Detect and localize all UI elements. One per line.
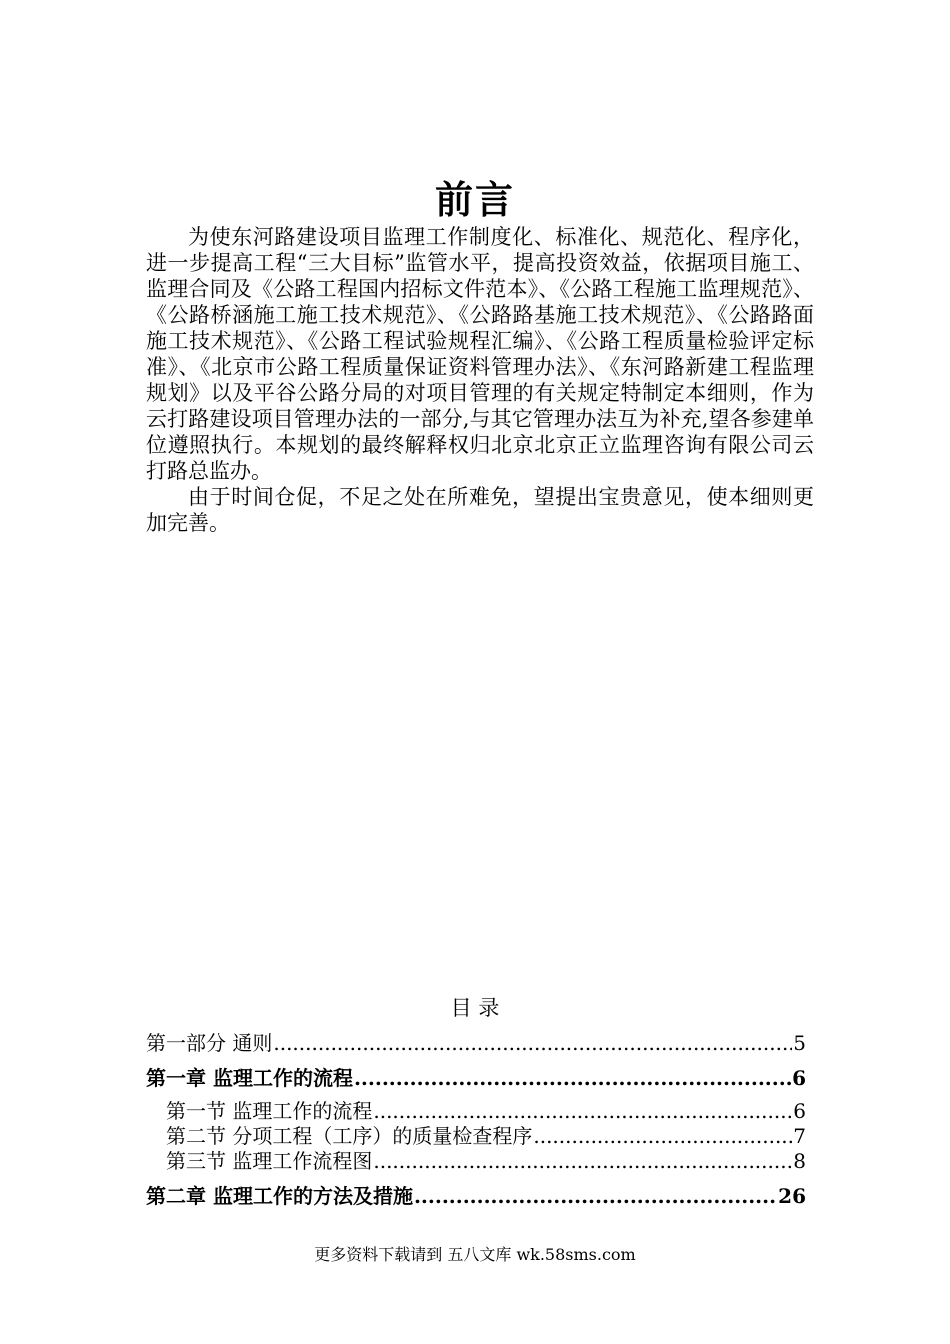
toc-entry-page: 5 xyxy=(793,1031,806,1055)
toc-dot-leader xyxy=(533,1123,792,1149)
toc-entry-chapter-1[interactable] xyxy=(146,1065,806,1091)
toc-entry-label: 第三节 监理工作流程图 xyxy=(166,1149,373,1173)
preface-title: 前言 xyxy=(434,177,515,222)
toc-dot-leader xyxy=(414,1183,777,1209)
toc-dot-leader xyxy=(373,1148,792,1174)
toc-entry-page: 26 xyxy=(778,1184,806,1208)
toc-entry-section-2[interactable] xyxy=(146,1123,806,1149)
toc-entry-part-1[interactable] xyxy=(146,1030,806,1056)
toc-entry-label: 第一部分 通则 xyxy=(146,1031,273,1055)
toc-entry-page: 7 xyxy=(793,1124,806,1148)
preface-body xyxy=(146,224,814,536)
page-footer: 更多资料下载请到 五八文库 wk.58sms.com xyxy=(314,1245,636,1264)
toc-dot-leader xyxy=(354,1065,791,1091)
toc-dot-leader xyxy=(273,1030,792,1056)
toc-entry-label: 第二节 分项工程（工序）的质量检查程序 xyxy=(166,1124,533,1148)
preface-paragraph: 由于时间仓促，不足之处在所难免，望提出宝贵意见，使本细则更加完善。 xyxy=(146,485,814,535)
toc-dot-leader xyxy=(373,1098,792,1124)
toc-entry-page: 8 xyxy=(793,1149,806,1173)
toc-entry-label: 第二章 监理工作的方法及措施 xyxy=(146,1184,413,1208)
toc-entry-label: 第一节 监理工作的流程 xyxy=(166,1099,373,1123)
toc-title: 目 录 xyxy=(450,996,500,1020)
toc-entry-page: 6 xyxy=(793,1099,806,1123)
toc-entry-section-1[interactable] xyxy=(146,1098,806,1124)
preface-paragraph: 为使东河路建设项目监理工作制度化、标准化、规范化、程序化，进一步提高工程“三大目标”监管水平，提高投资效益，依据项目施工、监理合同及《公路工程国内招标文件范本》、《公路工程施工监理规范》、《公路桥涵施工施工技术规范》、《公路路基施工技术规范》、《公路路面施工技术规范》、《公路工程试验规程汇编》、《公路工程质量检验评定标准》、《北京市公路工程质量保证资料管理办法》、《东河路新建工程监理规划》以及平谷公路分局的对项目管理的有关规定特制定本细则，作为云打路建设项目管理办法的一部分,与其它管理办法互为补充,望各参建单位遵照执行。本规划的最终解释权归北京北京正立监理咨询有限公司云打路总监办。 xyxy=(146,225,814,483)
toc-entry-label: 第一章 监理工作的流程 xyxy=(146,1066,353,1090)
toc-entry-section-3[interactable] xyxy=(146,1148,806,1174)
toc-entry-chapter-2[interactable] xyxy=(146,1183,806,1209)
toc-entry-page: 6 xyxy=(792,1066,806,1090)
